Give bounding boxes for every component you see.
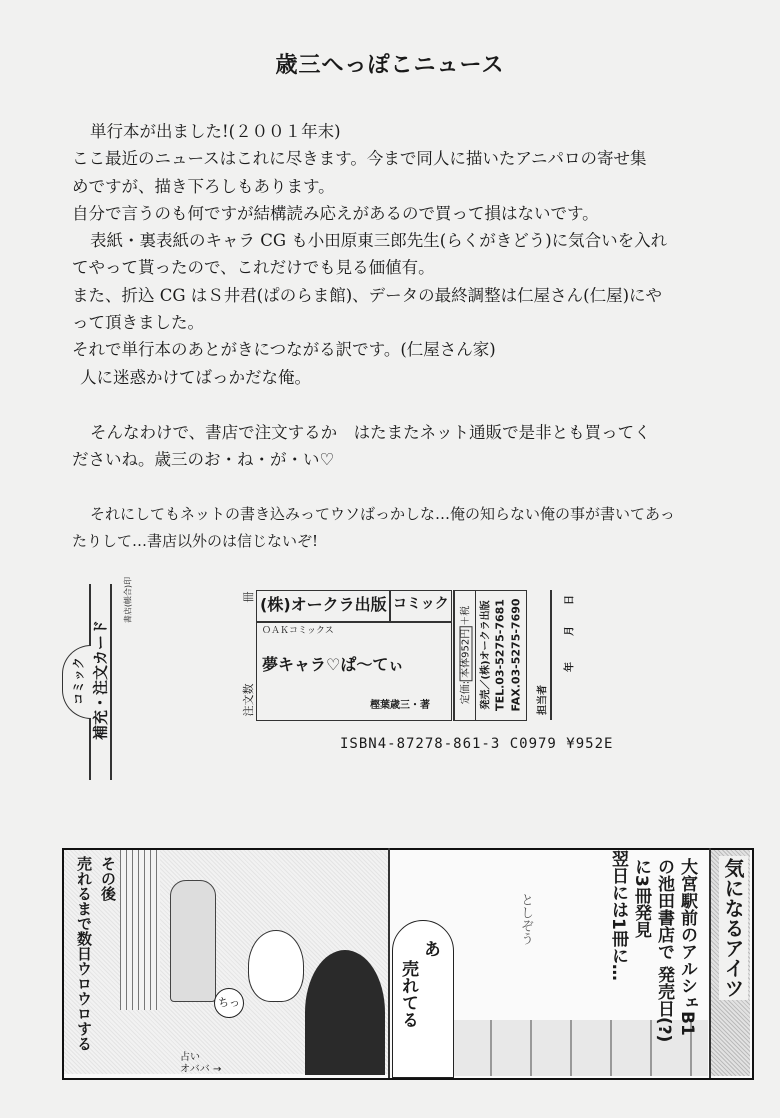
sound-effect: ちっ — [214, 988, 244, 1018]
paragraph-line: めですが、描き下ろしもあります。 — [72, 176, 335, 196]
price-suffix: ＋税 — [460, 605, 472, 626]
price-line — [457, 606, 472, 704]
paragraph-line: それにしてもネットの書き込みってウソばっかしな…俺の知らない俺の事が書いてあっ — [90, 505, 675, 523]
news-body — [72, 118, 732, 391]
paragraph-line: 単行本が出ました!(２００１年末) — [90, 122, 341, 141]
paragraph-line: 自分で言うのも何ですが結構読み応えがあるので買って損はないです。 — [72, 203, 599, 223]
paragraph-line: ここ最近のニュースはこれに尽きます。今まで同人に描いたアニパロの寄せ集 — [72, 149, 647, 169]
fortune-label-line: 占い — [180, 1052, 200, 1063]
paragraph-line: 表紙・裏表紙のキャラ CG も小田原東三郎先生(らくがきどう)に気合いを入れ — [90, 231, 668, 251]
narration-line: に3冊発見 — [631, 858, 651, 938]
order-request — [72, 419, 732, 474]
cat-character — [248, 930, 304, 1002]
date-year: 年 — [564, 662, 576, 672]
paragraph-line: そんなわけで、書店で注文するか はたまたネット通販で是非とも買ってく — [90, 423, 651, 442]
author: 樫葉歳三・著 — [370, 700, 430, 711]
paragraph-line: たりして…書店以外のは信じないぞ! — [72, 532, 319, 551]
divider — [550, 590, 552, 720]
card-tab-label: コミック — [71, 657, 86, 705]
date-month: 月 — [564, 626, 576, 636]
card-title: 補充・注文カード — [91, 619, 110, 741]
panel-divider — [709, 848, 711, 1078]
old-woman-figure — [305, 950, 385, 1075]
qty-unit: 冊 — [242, 591, 255, 603]
fortune-label — [180, 1052, 221, 1076]
paragraph-line: また、折込 CG はＳ井君(ぱのらま館)、データの最終調整は仁屋さん(仁屋)にや — [72, 285, 663, 305]
category: コミック — [393, 596, 449, 612]
publisher-name: (株)オークラ出版 — [260, 595, 387, 614]
bookshelf-illustration — [120, 850, 160, 1010]
paragraph-line: ださいね。歳三のお・ね・が・い♡ — [72, 450, 335, 470]
corner-title: 気になるアイツ — [719, 856, 748, 1000]
tel: TEL.03-5275-7681 — [493, 599, 507, 711]
distributor: 発売／(株)オークラ出版 — [480, 600, 492, 710]
isbn: ISBN4-87278-861-3 C0979 ¥952E — [340, 736, 614, 752]
qty-label: 注文数 — [242, 683, 255, 717]
narration-line: 翌日には1冊に… — [608, 850, 628, 981]
stamp-label: 書店(帳合)印 — [123, 576, 133, 624]
paragraph-line: って頂きました。 — [72, 313, 204, 333]
divider — [256, 621, 452, 623]
paragraph-line: それで単行本のあとがきにつながる訳です。(仁屋さん家) — [72, 340, 496, 360]
book-title: 夢キャラ♡ぱ〜てぃ — [262, 655, 405, 674]
paragraph-line: てやって貰ったので、これだけでも見る価値有。 — [72, 258, 435, 278]
page-title: 歳三へっぽこニュース — [275, 53, 505, 78]
shop-sign: としぞう — [518, 893, 533, 945]
speech-text: 売れてる — [398, 960, 418, 1028]
net-note — [72, 501, 732, 556]
speech-text: あ — [420, 940, 440, 957]
series: ＯＡＫコミックス — [262, 626, 334, 636]
panel-divider — [388, 848, 390, 1078]
divider — [389, 590, 391, 622]
paragraph-line: 人に迷惑かけてばっかだな俺。 — [80, 367, 311, 387]
fax: FAX.03-5275-7690 — [509, 598, 523, 712]
price-prefix: 定価: — [460, 680, 472, 705]
staff-label: 担当者 — [537, 685, 549, 715]
narration-line: の池田書店で 発売日(?) — [654, 858, 674, 1043]
caption: その後 — [99, 856, 117, 901]
customer-figure — [170, 880, 216, 1002]
date-day: 日 — [564, 595, 576, 605]
narration-line: 大宮駅前のアルシェB1 — [677, 858, 697, 1036]
price: 本体952円 — [460, 626, 473, 681]
caption: 売れるまで数日ウロウロする — [75, 856, 93, 1051]
fortune-label-line: オババ → — [180, 1064, 222, 1075]
